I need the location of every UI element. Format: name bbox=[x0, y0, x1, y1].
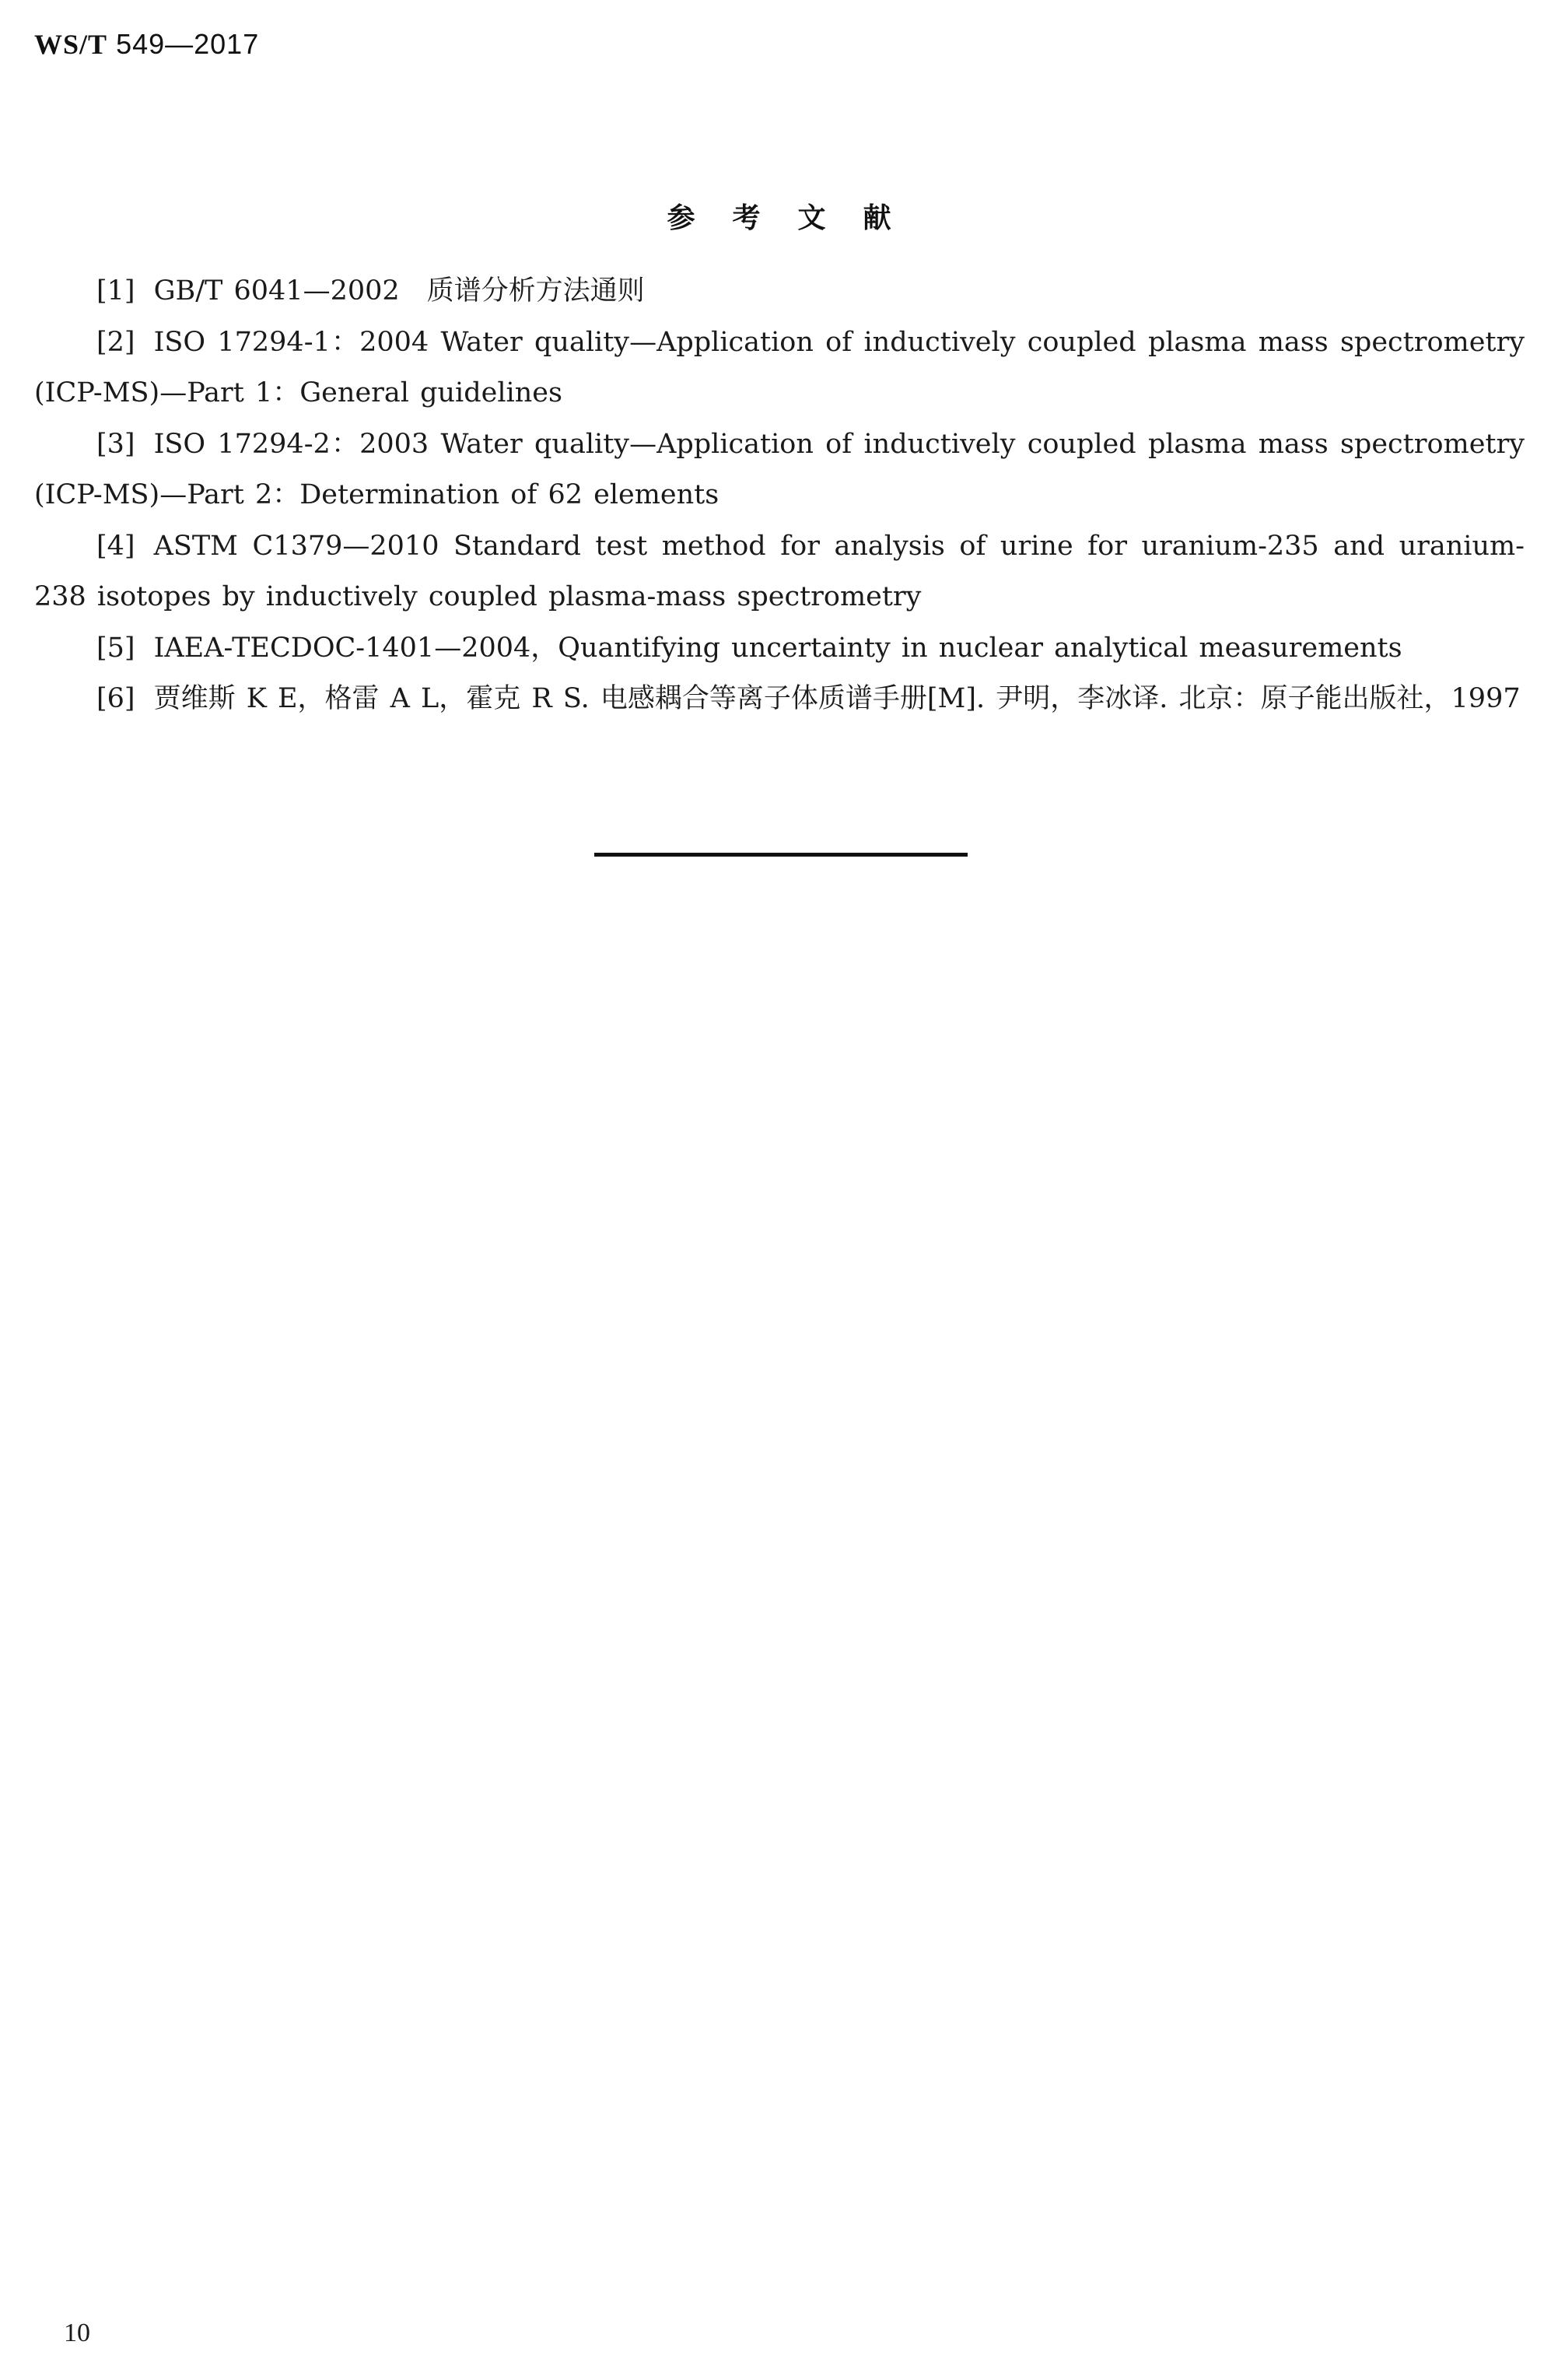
reference-text: ISO 17294-1：2004 Water quality—Application of inductively coupled plasma mass spectrometry (ICP-MS)—Part 1：General guidelines bbox=[34, 326, 1525, 408]
reference-item-6 bbox=[34, 674, 1525, 725]
reference-item-4 bbox=[34, 521, 1525, 623]
end-of-document-rule bbox=[594, 853, 968, 857]
standard-prefix: WS/T bbox=[34, 29, 108, 60]
reference-number: [2] bbox=[96, 326, 135, 358]
reference-text: 贾维斯 K E，格雷 A L，霍克 R S. 电感耦合等离子体质谱手册[M]. 尹明，李冰译. 北京：原子能出版社，1997 bbox=[153, 683, 1521, 714]
standard-number: 549—2017 bbox=[116, 28, 260, 60]
page-number: 10 bbox=[64, 2319, 90, 2347]
reference-number: [1] bbox=[96, 275, 135, 307]
reference-number: [3] bbox=[96, 428, 135, 460]
reference-list bbox=[34, 266, 1525, 725]
reference-item-5 bbox=[34, 623, 1525, 675]
reference-text: GB/T 6041—2002 质谱分析方法通则 bbox=[153, 275, 645, 307]
reference-text: ISO 17294-2：2003 Water quality—Application of inductively coupled plasma mass spectrometry (ICP-MS)—Part 2：Determination of 62 elements bbox=[34, 428, 1525, 510]
standard-code-header bbox=[34, 28, 259, 61]
reference-text: ASTM C1379—2010 Standard test method for analysis of urine for uranium-235 and uranium-238 isotopes by inductively coupled plasma-mass spectrometry bbox=[34, 530, 1525, 612]
reference-number: [5] bbox=[96, 632, 135, 664]
reference-item-1 bbox=[34, 266, 1525, 317]
reference-item-3 bbox=[34, 419, 1525, 521]
reference-text: IAEA-TECDOC-1401—2004，Quantifying uncertainty in nuclear analytical measurements bbox=[153, 632, 1402, 664]
reference-number: [6] bbox=[96, 683, 135, 714]
references-heading: 参考文献 bbox=[667, 202, 929, 234]
reference-item-2 bbox=[34, 317, 1525, 419]
reference-number: [4] bbox=[96, 530, 135, 562]
